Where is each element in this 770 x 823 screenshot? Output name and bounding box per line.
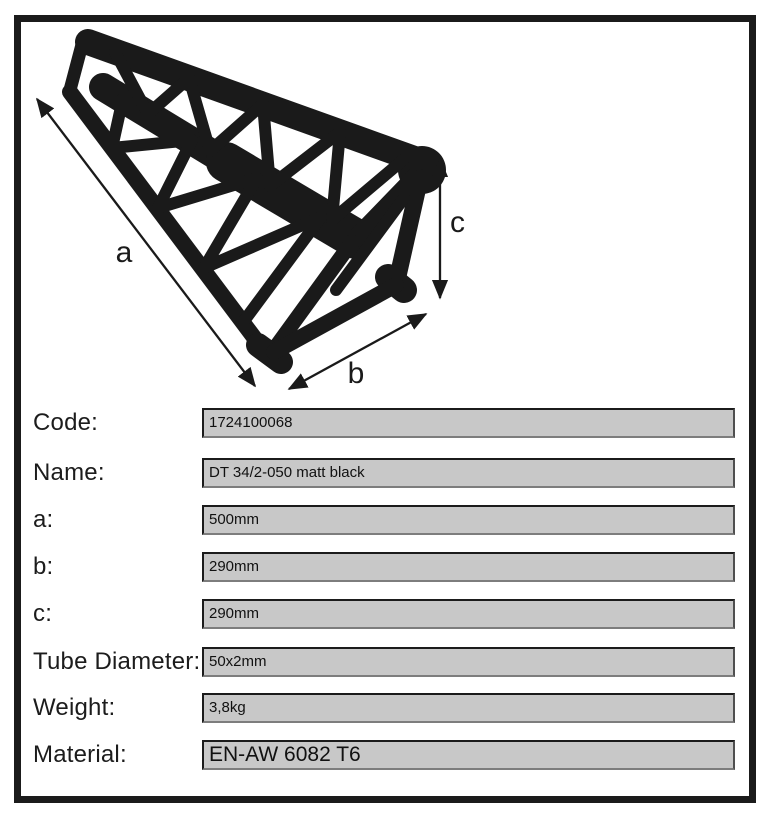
field-value-a: 500mm [209,511,260,528]
spec-row-material [0,740,770,770]
field-value-code: 1724100068 [209,414,293,431]
field-value-box-code [202,408,735,438]
field-value-box-b [202,552,735,582]
field-value-tube-diameter: 50x2mm [209,653,267,670]
field-value-box-name [202,458,735,488]
field-value-box-material [202,740,735,770]
spec-row-code [0,408,770,438]
field-label-a: a: [33,506,54,533]
field-value-name: DT 34/2-050 matt black [209,464,365,481]
field-value-box-c [202,599,735,629]
dimension-label-a: a [115,236,133,269]
field-value-b: 290mm [209,558,260,575]
field-value-box-weight [202,693,735,723]
field-value-box-a [202,505,735,535]
field-label-name: Name: [33,459,105,486]
dimension-label-c: c [450,206,465,239]
spec-row-c [0,599,770,629]
spec-row-b [0,552,770,582]
spec-row-name [0,458,770,488]
field-label-material: Material: [33,741,127,768]
field-label-code: Code: [33,409,99,436]
spec-row-a [0,505,770,535]
field-value-weight: 3,8kg [209,699,246,716]
field-label-weight: Weight: [33,694,116,721]
field-label-tube-diameter: Tube Diameter: [33,648,201,675]
field-value-box-tube-diameter [202,647,735,677]
spec-row-tube-diameter [0,647,770,677]
spec-row-weight [0,693,770,723]
dimension-label-b: b [347,357,365,390]
field-value-material: EN-AW 6082 T6 [209,743,361,766]
field-label-b: b: [33,553,54,580]
field-value-c: 290mm [209,605,260,622]
field-label-c: c: [33,600,53,627]
